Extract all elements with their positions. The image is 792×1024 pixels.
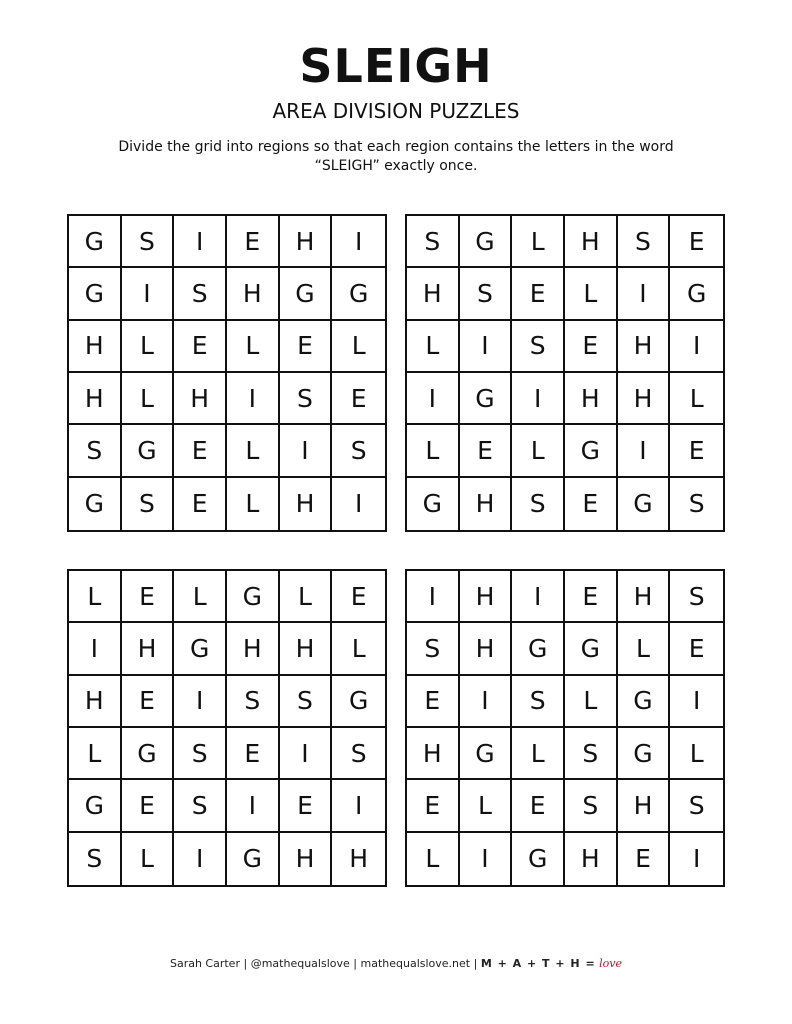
puzzle-cell[interactable]: S bbox=[565, 728, 618, 780]
puzzle-cell[interactable]: E bbox=[332, 373, 385, 425]
puzzle-cell[interactable]: E bbox=[460, 425, 513, 477]
puzzle-cell[interactable]: G bbox=[565, 425, 618, 477]
puzzle-cell[interactable]: S bbox=[407, 623, 460, 675]
puzzle-cell[interactable]: S bbox=[407, 216, 460, 268]
puzzle-cell[interactable]: S bbox=[122, 216, 175, 268]
puzzle-cell[interactable]: L bbox=[512, 216, 565, 268]
puzzle-cell[interactable]: G bbox=[512, 833, 565, 885]
puzzle-cell[interactable]: S bbox=[670, 780, 723, 832]
puzzle-cell[interactable]: I bbox=[407, 373, 460, 425]
footer-brand-love: love bbox=[599, 957, 623, 970]
puzzle-cell[interactable]: H bbox=[407, 728, 460, 780]
puzzle-cell[interactable]: L bbox=[227, 321, 280, 373]
puzzle-cell[interactable]: G bbox=[174, 623, 227, 675]
puzzle-cell[interactable]: E bbox=[280, 780, 333, 832]
puzzle-cell[interactable]: G bbox=[227, 571, 280, 623]
puzzle-cell[interactable]: S bbox=[174, 728, 227, 780]
puzzle-cell[interactable]: G bbox=[69, 780, 122, 832]
puzzle-cell[interactable]: S bbox=[512, 478, 565, 530]
puzzle-cell[interactable]: E bbox=[670, 216, 723, 268]
puzzle-cell[interactable]: S bbox=[280, 373, 333, 425]
puzzle-cell[interactable]: I bbox=[460, 833, 513, 885]
puzzle-cell[interactable]: L bbox=[460, 780, 513, 832]
puzzle-cell[interactable]: L bbox=[512, 425, 565, 477]
puzzle-cell[interactable]: E bbox=[332, 571, 385, 623]
puzzle-cell[interactable]: I bbox=[122, 268, 175, 320]
puzzle-cell[interactable]: S bbox=[512, 676, 565, 728]
puzzle-cell[interactable]: E bbox=[227, 216, 280, 268]
puzzle-cell[interactable]: S bbox=[460, 268, 513, 320]
puzzle-cell[interactable]: H bbox=[460, 571, 513, 623]
puzzle-cell[interactable]: L bbox=[227, 425, 280, 477]
footer bbox=[0, 956, 792, 972]
puzzle-cell[interactable]: E bbox=[174, 321, 227, 373]
puzzle-cell[interactable]: L bbox=[407, 833, 460, 885]
puzzle-cell[interactable]: E bbox=[565, 478, 618, 530]
puzzle-cell[interactable]: H bbox=[280, 478, 333, 530]
puzzle-grid-2 bbox=[405, 214, 725, 532]
puzzle-cell[interactable]: E bbox=[227, 728, 280, 780]
puzzle-cell[interactable]: H bbox=[565, 833, 618, 885]
puzzle-cell[interactable]: S bbox=[227, 676, 280, 728]
puzzle-cell[interactable]: S bbox=[565, 780, 618, 832]
puzzle-cell[interactable]: S bbox=[618, 216, 671, 268]
page-subtitle: AREA DIVISION PUZZLES bbox=[272, 99, 520, 123]
puzzle-cell[interactable]: L bbox=[69, 571, 122, 623]
puzzle-cell[interactable]: H bbox=[280, 216, 333, 268]
puzzle-cell[interactable]: E bbox=[512, 268, 565, 320]
puzzle-cell[interactable]: G bbox=[69, 478, 122, 530]
puzzle-cell[interactable]: E bbox=[122, 780, 175, 832]
puzzle-cell[interactable]: G bbox=[69, 216, 122, 268]
footer-separator: | bbox=[353, 957, 357, 970]
puzzle-cell[interactable]: E bbox=[174, 478, 227, 530]
puzzle-cell[interactable]: E bbox=[565, 321, 618, 373]
footer-author: Sarah Carter bbox=[169, 957, 240, 970]
puzzle-cell[interactable]: G bbox=[69, 268, 122, 320]
puzzle-cell[interactable]: S bbox=[332, 728, 385, 780]
puzzle-cell[interactable]: L bbox=[407, 425, 460, 477]
puzzle-cell[interactable]: H bbox=[407, 268, 460, 320]
puzzle-cell[interactable]: G bbox=[407, 478, 460, 530]
footer-brand: M + A + T + H = bbox=[480, 957, 596, 970]
puzzle-cell[interactable]: I bbox=[174, 833, 227, 885]
puzzle-cell[interactable]: I bbox=[512, 571, 565, 623]
footer-separator: | bbox=[243, 957, 248, 970]
puzzle-cell[interactable]: G bbox=[565, 623, 618, 675]
puzzle-cell[interactable]: L bbox=[332, 623, 385, 675]
puzzle-cell[interactable]: G bbox=[122, 728, 175, 780]
puzzle-cell[interactable]: E bbox=[565, 571, 618, 623]
puzzle-cell[interactable]: H bbox=[69, 373, 122, 425]
puzzle-cell[interactable]: I bbox=[512, 373, 565, 425]
puzzle-cell[interactable]: I bbox=[332, 216, 385, 268]
puzzle-cell[interactable]: G bbox=[332, 268, 385, 320]
puzzle-cell[interactable]: E bbox=[512, 780, 565, 832]
puzzle-cell[interactable]: E bbox=[670, 425, 723, 477]
puzzle-cell[interactable]: H bbox=[460, 623, 513, 675]
puzzle-grid-4 bbox=[405, 569, 725, 887]
puzzle-cell[interactable]: L bbox=[512, 728, 565, 780]
puzzle-cell[interactable]: I bbox=[174, 216, 227, 268]
puzzle-cell[interactable]: E bbox=[174, 425, 227, 477]
puzzle-cell[interactable]: I bbox=[174, 676, 227, 728]
puzzle-cell[interactable]: I bbox=[460, 321, 513, 373]
puzzle-cell[interactable]: I bbox=[354, 489, 363, 519]
puzzle-cell[interactable]: I bbox=[69, 623, 122, 675]
puzzle-cell[interactable]: E bbox=[670, 623, 723, 675]
puzzle-cell[interactable]: S bbox=[174, 268, 227, 320]
puzzle-cell[interactable]: S bbox=[332, 425, 385, 477]
puzzle-cell[interactable]: H bbox=[618, 321, 671, 373]
puzzle-cell[interactable]: S bbox=[69, 425, 122, 477]
puzzle-cell[interactable]: E bbox=[407, 676, 460, 728]
puzzle-cell[interactable]: G bbox=[280, 268, 333, 320]
puzzle-grid-1 bbox=[67, 214, 387, 532]
puzzle-grid-3 bbox=[67, 569, 387, 887]
puzzle-cell[interactable]: H bbox=[280, 623, 333, 675]
puzzle-cell[interactable]: H bbox=[69, 676, 122, 728]
puzzle-cell[interactable]: L bbox=[227, 478, 280, 530]
puzzle-cell[interactable]: I bbox=[618, 268, 671, 320]
puzzle-cell[interactable]: S bbox=[670, 571, 723, 623]
puzzle-cell[interactable]: H bbox=[565, 216, 618, 268]
puzzle-cell[interactable]: I bbox=[670, 321, 723, 373]
puzzle-cell[interactable]: L bbox=[565, 268, 618, 320]
puzzle-cell[interactable]: G bbox=[670, 268, 723, 320]
puzzle-cell[interactable]: E bbox=[407, 780, 460, 832]
puzzle-cell[interactable]: H bbox=[349, 844, 369, 874]
puzzle-cell[interactable]: L bbox=[280, 571, 333, 623]
puzzle-cell[interactable]: G bbox=[512, 623, 565, 675]
puzzle-cell[interactable]: L bbox=[122, 373, 175, 425]
puzzle-cell[interactable]: S bbox=[280, 676, 333, 728]
puzzle-cell[interactable]: H bbox=[618, 571, 671, 623]
puzzle-cell[interactable]: S bbox=[69, 833, 122, 885]
puzzle-cell[interactable]: H bbox=[174, 373, 227, 425]
puzzle-cell[interactable]: I bbox=[407, 571, 460, 623]
puzzle-cell[interactable]: I bbox=[692, 844, 701, 874]
puzzle-cell[interactable]: S bbox=[174, 780, 227, 832]
puzzle-cell[interactable]: L bbox=[670, 728, 723, 780]
puzzle-cell[interactable]: I bbox=[670, 676, 723, 728]
puzzle-cell[interactable]: L bbox=[565, 676, 618, 728]
puzzle-cell[interactable]: I bbox=[618, 425, 671, 477]
puzzle-cell[interactable]: H bbox=[280, 833, 333, 885]
puzzle-cell[interactable]: E bbox=[618, 833, 671, 885]
puzzle-cell[interactable]: G bbox=[227, 833, 280, 885]
puzzle-cell[interactable]: G bbox=[460, 373, 513, 425]
puzzle-cell[interactable]: H bbox=[618, 373, 671, 425]
puzzle-cell[interactable]: G bbox=[460, 728, 513, 780]
puzzle-cell[interactable]: I bbox=[227, 780, 280, 832]
puzzle-cell[interactable]: I bbox=[280, 425, 333, 477]
puzzle-cell[interactable]: G bbox=[618, 478, 671, 530]
puzzle-cell[interactable]: E bbox=[122, 571, 175, 623]
puzzle-cell[interactable]: H bbox=[69, 321, 122, 373]
page-title: SLEIGH bbox=[299, 39, 493, 93]
puzzle-cell[interactable]: H bbox=[122, 623, 175, 675]
puzzle-cell[interactable]: L bbox=[332, 321, 385, 373]
puzzle-cell[interactable]: L bbox=[670, 373, 723, 425]
puzzle-cell[interactable]: G bbox=[618, 676, 671, 728]
puzzle-cell[interactable]: I bbox=[280, 728, 333, 780]
puzzle-cell[interactable]: E bbox=[122, 676, 175, 728]
puzzle-cell[interactable]: L bbox=[618, 623, 671, 675]
puzzle-cell[interactable]: L bbox=[407, 321, 460, 373]
puzzle-cell[interactable]: G bbox=[460, 216, 513, 268]
puzzle-cell[interactable]: G bbox=[122, 425, 175, 477]
puzzle-cell[interactable]: G bbox=[618, 728, 671, 780]
puzzle-cell[interactable]: E bbox=[280, 321, 333, 373]
puzzle-cell[interactable]: L bbox=[122, 833, 175, 885]
puzzle-cell[interactable]: S bbox=[512, 321, 565, 373]
puzzle-cell[interactable]: H bbox=[565, 373, 618, 425]
footer-website: mathequalslove.net bbox=[360, 957, 471, 970]
puzzle-cell[interactable]: I bbox=[227, 373, 280, 425]
puzzle-cell[interactable]: L bbox=[174, 571, 227, 623]
puzzle-cell[interactable]: H bbox=[460, 478, 513, 530]
puzzle-cell[interactable]: L bbox=[69, 728, 122, 780]
footer-handle: @mathequalslove bbox=[250, 957, 350, 970]
puzzle-cell[interactable]: I bbox=[332, 780, 385, 832]
instructions-text: Divide the grid into regions so that each region contains the letters in the word “SLEIGH” exactly once. bbox=[118, 139, 674, 174]
puzzle-cell[interactable]: H bbox=[618, 780, 671, 832]
puzzle-cell[interactable]: S bbox=[688, 489, 705, 519]
puzzle-cell[interactable]: H bbox=[227, 623, 280, 675]
puzzle-cell[interactable]: I bbox=[460, 676, 513, 728]
puzzle-cell[interactable]: L bbox=[122, 321, 175, 373]
puzzle-cell[interactable]: H bbox=[227, 268, 280, 320]
puzzle-cell[interactable]: G bbox=[332, 676, 385, 728]
puzzle-cell[interactable]: S bbox=[122, 478, 175, 530]
footer-separator: | bbox=[473, 957, 478, 970]
